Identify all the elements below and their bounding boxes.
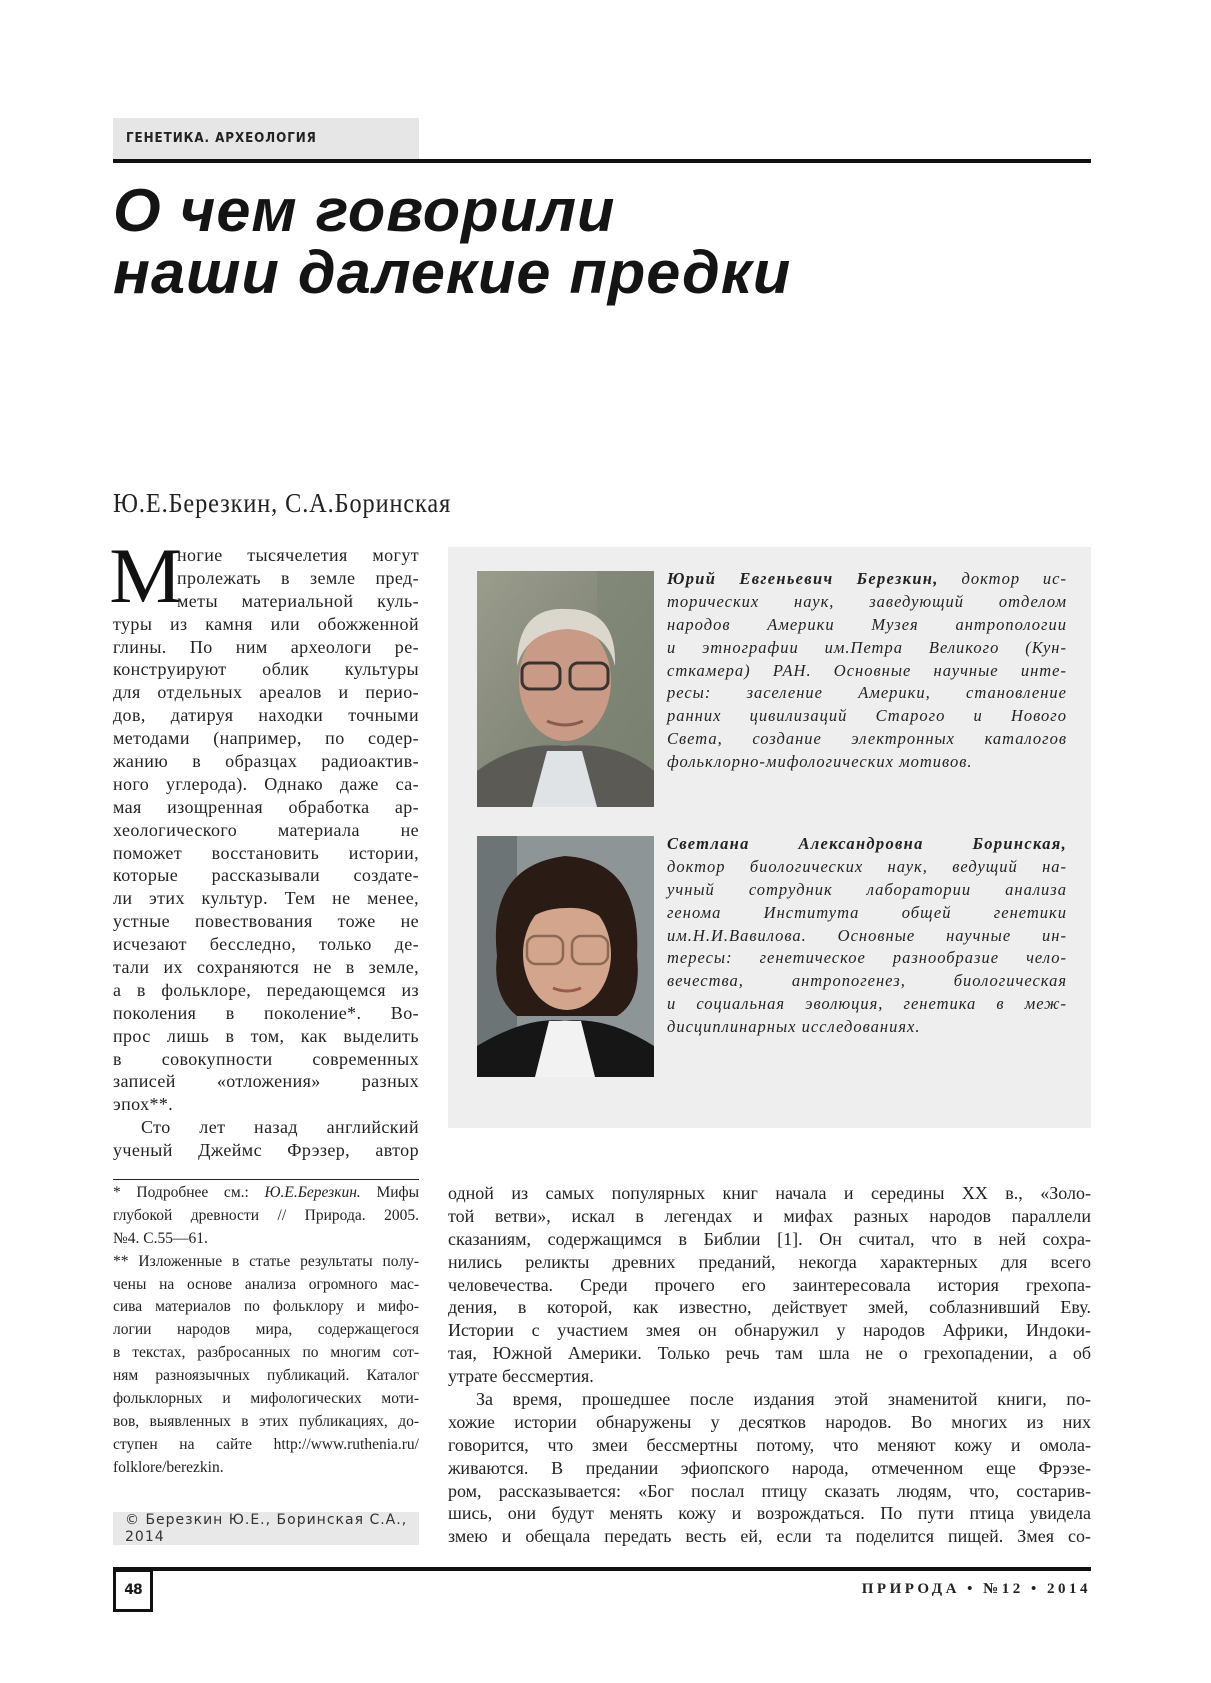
text-line: устные повествования тоже не [113,911,419,932]
text-line: ученый Джеймс Фрэзер, автор [113,1140,419,1161]
text-line: им.Н.И.Вавилова. Основные научные ин- [667,925,1067,945]
section-label-text: ГЕНЕТИКА. АРХЕОЛОГИЯ [126,131,317,146]
text-line: Сто лет назад английский [141,1117,419,1138]
text-line: одной из самых популярных книг начала и середины XX в., «Золо- [448,1183,1091,1203]
page-number: 48 [124,1582,142,1598]
page-number-box [113,1569,153,1612]
text-line: мая изощренная обработка ар- [113,796,419,817]
footnote-text: Мифы [360,1184,419,1201]
text-line: сткамера) РАН. Основные научные инте- [667,660,1067,680]
text-line: ногие тысячелетия могут [177,545,419,565]
text-line: и этнографии им.Петра Великого (Кун- [667,637,1067,657]
footnote-author: Ю.Е.Березкин. [264,1184,361,1201]
text-line: Истории с участием змея он обнаружил у народов Африки, Индоки- [448,1320,1091,1341]
text-line: поколения в поколение*. Во- [113,1002,419,1023]
text-line: а в фольклоре, передающемся из [113,979,419,1000]
text-line: шись, они будут менять кожу и возрождаться. По пути птица увидела [448,1503,1091,1524]
copyright-line-2: 2014 [125,1528,165,1545]
authors: Ю.Е.Березкин, С.А.Боринская [113,488,452,518]
text-line: змею и обещала передать весть ей, если та поделится пищей. Змея со- [448,1526,1091,1547]
article-title [113,177,792,306]
text-line: folklore/berezkin. [113,1458,224,1476]
header-rule [113,159,1091,163]
text-line: человечества. Среди прочего его заинтересовала история грехопа- [448,1274,1091,1295]
text-line: логии народов мира, содержащегося [113,1321,419,1339]
bio-name: Светлана Александровна Боринская, [667,834,1067,853]
text-line: фольклорно-мифологических мотивов. [667,752,973,772]
footnote-rule [113,1179,419,1180]
text-line: ного углерода). Однако даже са- [113,773,419,794]
text-line: ли этих культур. Тем не менее, [113,888,419,909]
text-line: пролежать в земле пред- [177,567,419,588]
text-line: поможет восстановить истории, [113,842,419,863]
left-column-text [113,544,419,1162]
text-line: утрате бессмертия. [448,1366,594,1387]
drop-cap: М [109,532,183,619]
text-line: живаются. В предании эфиопского народа, отмеченном еще Фрэзе- [448,1457,1091,1478]
text-line: туры из камня или обожженной [113,613,419,634]
text-line: ранних цивилизаций Старого и Нового [667,706,1067,726]
text-line: дов, датируя находки точными [113,705,419,726]
text-line: доктор биологических наук, ведущий на- [667,856,1067,876]
text-line: Света, создание электронных каталогов [667,729,1067,749]
text-line: говорится, что змеи бессмертны потому, что меняют кожу и омола- [448,1434,1091,1455]
text-line: хожие истории обнаружены у десятков народов. Во многих из них [448,1411,1091,1432]
text-line: №4. С.55—61. [113,1229,208,1247]
text-line: За время, прошедшее после издания этой знаменитой книги, по- [476,1389,1091,1410]
footer-rule [113,1567,1091,1571]
bio-berezkin [667,568,1067,774]
text-line: сказаниям, содержащимся в Библии [1]. Он считал, что в ней сохра- [448,1228,1091,1249]
text-line: и социальная эволюция, генетика в меж- [667,994,1067,1014]
text-line: той ветви», искал в легендах и мифах разных народов параллели [448,1205,1091,1226]
text-line: в совокупности современных [113,1048,419,1069]
text-line: вечества, антропогенез, биологическая [667,971,1067,991]
text-line: ** Изложенные в статье результаты полу- [113,1252,419,1270]
text-line: меты материальной куль- [177,590,419,611]
text-line: ром, рассказывается: «Бог послал птицу сказать людям, что, состарив- [448,1480,1091,1501]
bio-borinskaya [667,833,1067,1039]
text-line: записей «отложения» разных [113,1071,419,1092]
text-line: исчезают бесследно, только де- [113,934,419,955]
text-line: которые рассказывали создате- [113,865,419,886]
text-line: конструируют облик культуры [113,659,419,680]
main-column-text [448,1182,1091,1548]
text-line: нились реликты древних преданий, некогда характерных для всего [448,1251,1091,1272]
text-line: хеологического материала не [113,819,419,840]
text-line: тая, Южной Америки. Только речь там шла не о грехопадении, а об [448,1343,1091,1364]
text-line: эпох**. [113,1094,174,1115]
title-line-2: наши далекие предки [113,239,792,306]
text-line: ресы: заселение Америки, становление [667,683,1067,703]
text-line: дисциплинарных исследованиях. [667,1017,921,1037]
text-line: торических наук, заведующий отделом [667,591,1067,611]
text-line: вов, выявленных в этих публикациях, до- [113,1412,419,1430]
section-label [113,118,419,161]
text-line: генома Института общей генетики [667,902,1067,922]
journal-issue: ПРИРОДА • №12 • 2014 [861,1581,1091,1597]
text-line: чены на основе анализа огромного мас- [113,1275,419,1293]
text-line: тересы: генетическое разнообразие чело- [667,948,1067,968]
text-line: народов Америки Музея антропологии [667,614,1067,634]
text-line: фольклорных и мифологических моти- [113,1390,419,1408]
text-line: методами (например, по содер- [113,728,419,749]
author-photo-borinskaya [477,836,654,1077]
footnote-text: * Подробнее см.: [113,1184,265,1201]
bio-text: доктор ис- [938,569,1067,588]
title-line-1: О чем говорили [113,177,616,244]
footnotes [113,1182,419,1480]
text-line: учный сотрудник лаборатории анализа [667,879,1067,899]
copyright-line-1: © Березкин Ю.Е., Боринская С.А., [125,1512,408,1528]
copyright-box [113,1512,419,1545]
text-line: тали их сохраняются не в земле, [113,957,419,978]
text-line: прос лишь в том, как выделить [113,1025,419,1046]
text-line: глубокой древности // Природа. 2005. [113,1206,419,1224]
text-line: глины. По ним археологи ре- [113,636,419,657]
text-line: жанию в образцах радиоактив- [113,751,419,772]
text-line: ступен на сайте http://www.ruthenia.ru/ [113,1435,419,1453]
text-line: в текстах, разбросанных по многим сот- [113,1344,419,1362]
text-line: для отдельных ареалов и перио- [113,682,419,703]
author-photo-berezkin [477,571,654,807]
text-line: дения, в которой, как известно, действует змей, соблазнивший Еву. [448,1297,1091,1318]
text-line: ням разноязычных публикаций. Каталог [113,1367,419,1385]
bio-name: Юрий Евгеньевич Березкин, [667,569,939,588]
text-line: сива материалов по фольклору и мифо- [113,1298,419,1316]
